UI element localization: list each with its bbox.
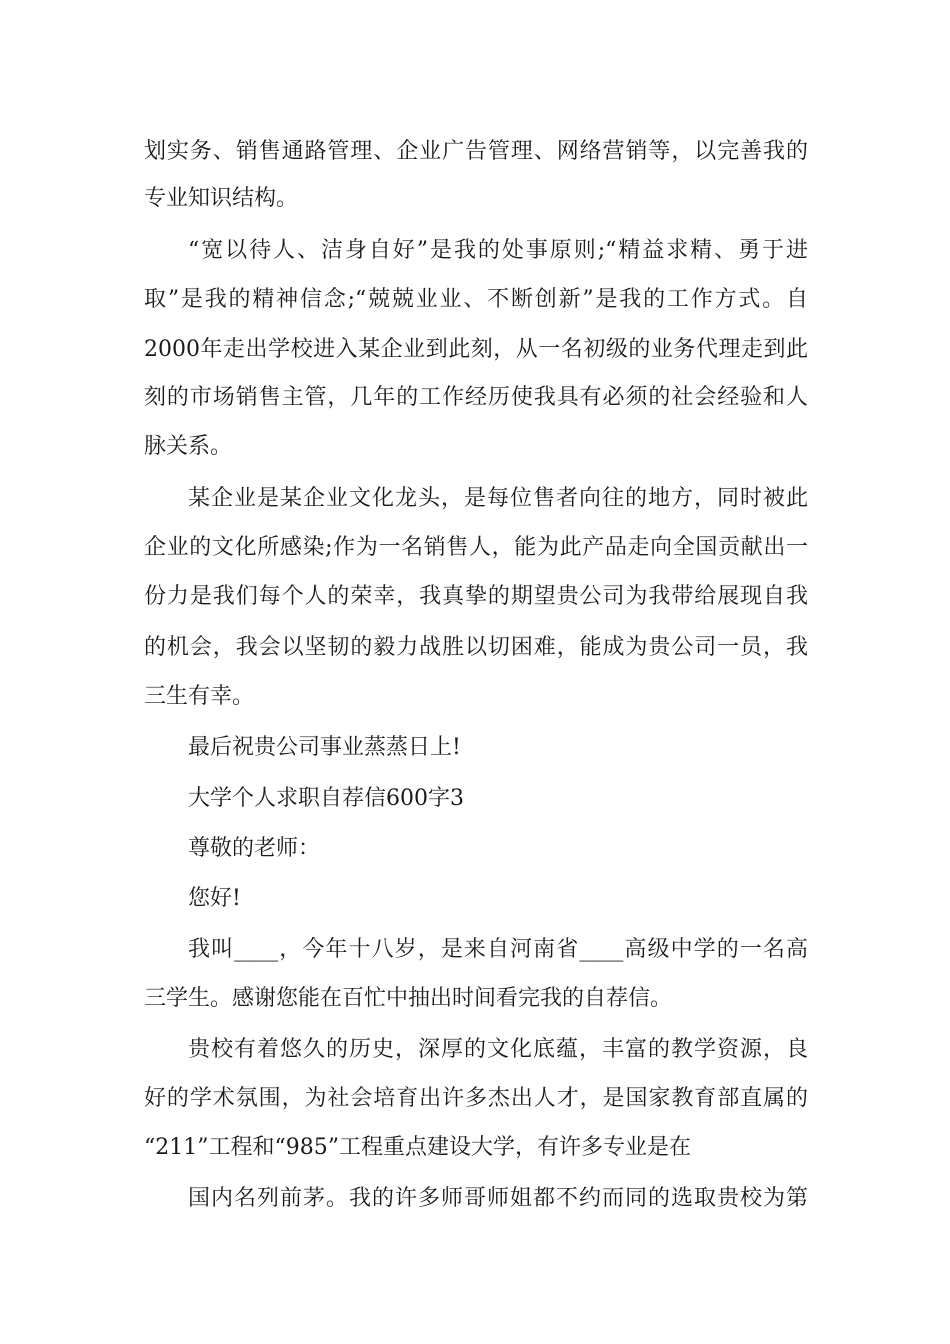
text-line: 划实务、销售通路管理、企业广告管理、网络营销等，以完善我的 — [144, 139, 808, 164]
text-line: 三生有幸。 — [144, 684, 255, 709]
text-line: 刻的市场销售主管，几年的工作经历使我具有必须的社会经验和人 — [144, 385, 808, 410]
text-line: 三学生。感谢您能在百忙中抽出时间看完我的自荐信。 — [144, 986, 673, 1011]
text-line: 企业的文化所感染;作为一名销售人，能为此产品走向全国贡献出一 — [144, 535, 808, 560]
text-line: 脉关系。 — [144, 434, 233, 459]
text-line: 2000年走出学校进入某企业到此刻，从一名初级的业务代理走到此 — [144, 337, 808, 362]
text-line: 份力是我们每个人的荣幸，我真挚的期望贵公司为我带给展现自我 — [144, 584, 808, 609]
text-line: 好的学术氛围，为社会培育出许多杰出人才，是国家教育部直属的 — [144, 1086, 808, 1111]
text-line: “211”工程和“985”工程重点建设大学，有许多专业是在 — [144, 1135, 691, 1160]
text-line: 某企业是某企业文化龙头，是每位售者向往的地方，同时被此 — [188, 486, 808, 511]
text-line: 专业知识结构。 — [144, 186, 299, 211]
text-line: 最后祝贵公司事业蒸蒸日上! — [188, 735, 461, 760]
text-line: “宽以待人、洁身自好”是我的处事原则;“精益求精、勇于进 — [188, 238, 808, 263]
text-line: 我叫____，今年十八岁，是来自河南省____高级中学的一名高 — [188, 937, 808, 962]
salutation: 尊敬的老师： — [188, 836, 321, 861]
text-line: 国内名列前茅。我的许多师哥师姐都不约而同的选取贵校为第 — [188, 1186, 808, 1211]
text-line: 贵校有着悠久的历史，深厚的文化底蕴，丰富的教学资源，良 — [188, 1037, 808, 1062]
greeting: 您好! — [188, 886, 241, 911]
section-heading: 大学个人求职自荐信600字3 — [188, 786, 464, 811]
text-line: 取”是我的精神信念;“兢兢业业、不断创新”是我的工作方式。自 — [144, 287, 808, 312]
text-line: 的机会，我会以坚韧的毅力战胜以切困难，能成为贵公司一员，我 — [144, 635, 808, 660]
